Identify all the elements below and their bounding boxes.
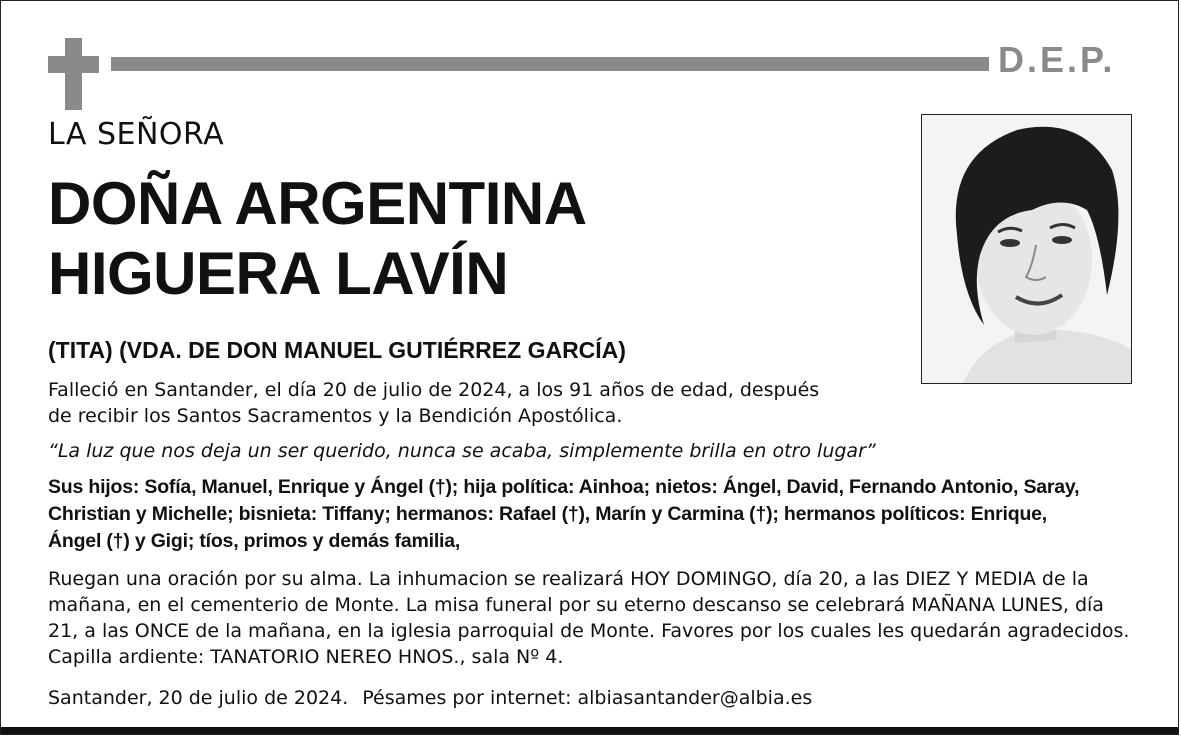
service-paragraph	[48, 566, 1129, 670]
family-line-3: Ángel (†) y Gigi; tíos, primos y demás familia,	[48, 530, 461, 552]
deceased-name	[48, 169, 587, 309]
family-line-1: Sus hijos: Sofía, Manuel, Enrique y Ángel (†); hija política: Ainhoa; nietos: Ángel, David, Fernando Antonio, Saray,	[48, 476, 1080, 498]
service-line-1: Ruegan una oración por su alma. La inhumacion se realizará HOY DOMINGO, día 20, a las DIEZ Y MEDIA de la	[48, 568, 1089, 590]
portrait-image	[922, 115, 1132, 384]
death-line-2: de recibir los Santos Sacramentos y la Bendición Apostólica.	[48, 405, 623, 427]
memorial-quote: “La luz que nos deja un ser querido, nunca se acaba, simplemente brilla en otro lugar”	[48, 440, 876, 462]
cross-icon-bar	[48, 56, 99, 73]
cross-icon	[65, 38, 82, 110]
bottom-border	[1, 727, 1178, 734]
place-date: Santander, 20 de julio de 2024.	[48, 687, 349, 709]
closing-line	[48, 685, 812, 711]
family-line-2: Christian y Michelle; bisnieta: Tiffany; hermanos: Rafael (†), Marín y Carmina (†); hermanos políticos: Enrique,	[48, 503, 1048, 525]
honorific: LA SEÑORA	[48, 117, 225, 152]
condolences-email[interactable]: Pésames por internet: albiasantander@albia.es	[362, 687, 813, 709]
service-line-2: mañana, en el cementerio de Monte. La misa funeral por su eterno descanso se celebrará MAÑANA LUNES, día	[48, 594, 1104, 616]
service-line-4: Capilla ardiente: TANATORIO NEREO HNOS., sala Nº 4.	[48, 646, 564, 668]
family-paragraph	[48, 474, 1079, 555]
death-line-1: Falleció en Santander, el día 20 de julio de 2024, a los 91 años de edad, después	[48, 379, 820, 401]
service-line-3: 21, a las ONCE de la mañana, en la iglesia parroquial de Monte. Favores por los cuales les quedarán agradecidos.	[48, 620, 1130, 642]
header-rule	[111, 57, 989, 71]
name-line-1: DOÑA ARGENTINA	[48, 170, 587, 237]
portrait-photo	[921, 114, 1132, 384]
name-line-2: HIGUERA LAVÍN	[48, 240, 509, 307]
alias-line: (TITA) (VDA. DE DON MANUEL GUTIÉRREZ GARCÍA)	[48, 337, 626, 363]
dep-label: D.E.P.	[998, 39, 1116, 80]
death-paragraph	[48, 377, 819, 429]
